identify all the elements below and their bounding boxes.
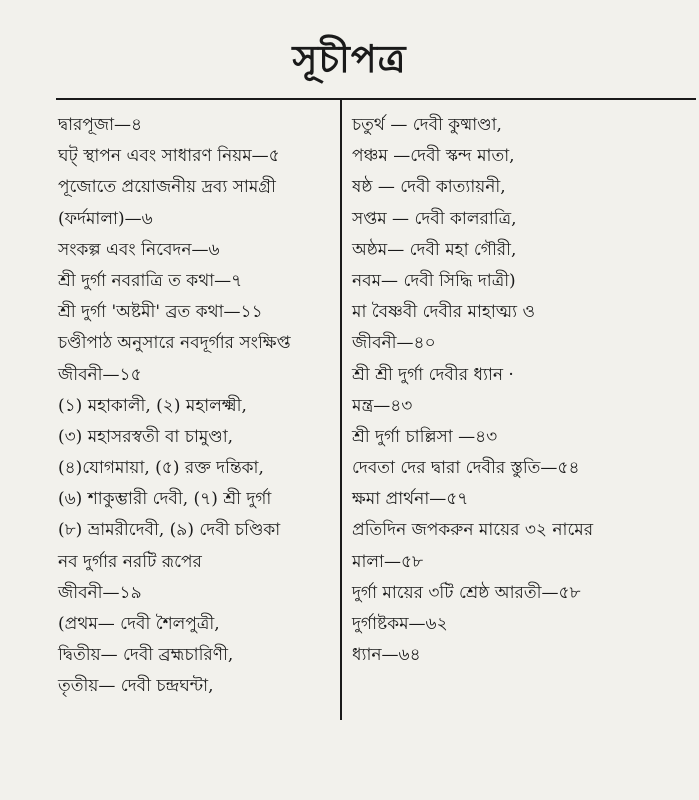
toc-entry: নব দুর্গার নরটি রূপের <box>58 551 202 572</box>
toc-entry: সপ্তম — দেবী কালরাত্রি, <box>352 208 517 229</box>
toc-entry: পঞ্চম —দেবী স্কন্দ মাতা, <box>352 146 515 167</box>
toc-entry: চণ্ডীপাঠ অনুসারে নবদূর্গার সংক্ষিপ্ত <box>58 333 291 354</box>
toc-entry: জীবনী—১৫ <box>58 364 142 385</box>
toc-entry: শ্রী দুর্গা 'অষ্টমী' ব্রত কথা—১১ <box>58 302 263 323</box>
toc-entry: শ্রী দুর্গা নবরাত্রি ত কথা—৭ <box>58 270 243 291</box>
toc-entry: অষ্ঠম— দেবী মহা গৌরী, <box>352 239 517 260</box>
toc-entry: নবম— দেবী সিদ্ধি দাত্রী) <box>352 270 516 291</box>
toc-entry: মন্ত্র—৪৩ <box>352 395 413 416</box>
toc-entry: (৪)যোগমায়া, (৫) রক্ত দন্তিকা, <box>58 458 264 479</box>
toc-entry: পূজোতে প্রয়োজনীয় দ্রব্য সামগ্রী <box>58 177 276 198</box>
toc-entry: দেবতা দের দ্বারা দেবীর স্তুতি—৫৪ <box>352 458 580 479</box>
toc-entry: (৬) শাকুম্ভারী দেবী, (৭) শ্রী দুর্গা <box>58 489 272 510</box>
toc-entry: প্রতিদিন জপকরুন মায়ের ৩২ নামের <box>352 520 594 541</box>
toc-entry: শ্রী শ্রী দুর্গা দেবীর ধ্যান · <box>352 364 514 385</box>
toc-entry: জীবনী—১৯ <box>58 582 142 603</box>
toc-right-column <box>352 110 692 671</box>
toc-entry: ধ্যান—৬৪ <box>352 645 421 666</box>
toc-entry: (১) মহাকালী, (২) মহালক্ষ্মী, <box>58 395 247 416</box>
toc-entry: ঘট্ স্থাপন এবং সাধারণ নিয়ম—৫ <box>58 146 280 167</box>
toc-entry: দুর্গা মায়ের ৩টি শ্রেষ্ঠ আরতী—৫৮ <box>352 582 581 603</box>
toc-entry: জীবনী—৪০ <box>352 333 436 354</box>
page-title: সূচীপত্র <box>292 36 407 81</box>
toc-entry: সংকল্প এবং নিবেদন—৬ <box>58 239 220 260</box>
toc-entry: (ফর্দমালা)—৬ <box>58 208 153 229</box>
toc-entry: দুর্গাষ্টকম—৬২ <box>352 614 448 634</box>
toc-left-column <box>58 110 336 703</box>
toc-entry: মা বৈষ্ণবী দেবীর মাহাত্ম্য ও <box>352 302 535 323</box>
toc-entry: ক্ষমা প্রার্থনা—৫৭ <box>352 489 469 510</box>
toc-entry: মালা—৫৮ <box>352 551 424 572</box>
toc-entry: (৮) ভ্রামরীদেবী, (৯) দেবী চণ্ডিকা <box>58 520 281 541</box>
toc-entry: (৩) মহাসরস্বতী বা চামুণ্ডা, <box>58 426 234 447</box>
toc-entry: ষষ্ঠ — দেবী কাত্যায়নী, <box>352 177 506 198</box>
toc-entry: দ্বারপূজা—৪ <box>58 115 143 135</box>
toc-entry: চতুর্থ — দেবী কুষ্মাণ্ডা, <box>352 115 502 135</box>
column-divider <box>340 100 342 720</box>
toc-entry: দ্বিতীয়— দেবী ব্রহ্মচারিণী, <box>58 645 234 666</box>
title-rule <box>56 98 696 100</box>
toc-entry: তৃতীয়— দেবী চন্দ্রঘন্টা, <box>58 676 214 697</box>
toc-entry: (প্রথম— দেবী শৈলপুত্রী, <box>58 614 220 634</box>
toc-entry: শ্রী দুর্গা চাল্লিসা —৪৩ <box>352 426 498 447</box>
